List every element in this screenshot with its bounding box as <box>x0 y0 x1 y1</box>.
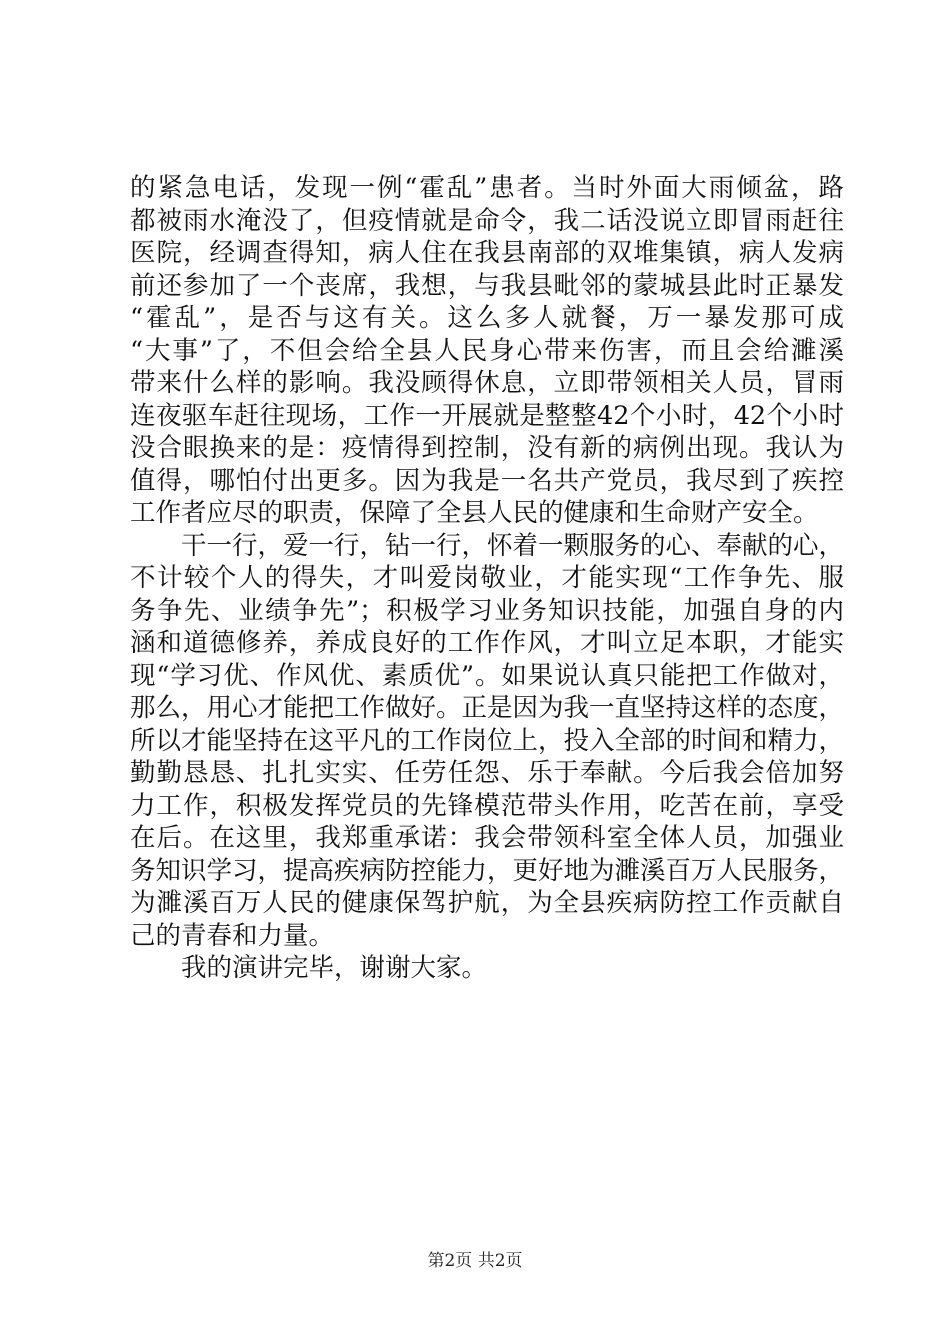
paragraph-3 <box>130 952 844 985</box>
text-line: “霍乱”，是否与这有关。这么多人就餐，万一暴发那可成 <box>130 303 844 333</box>
text-line: 己的青春和力量。 <box>130 920 335 951</box>
text-line: 在后。在这里，我郑重承诺：我会带领科室全体人员，加强业 <box>130 823 844 853</box>
text-line: “大事”了，不但会给全县人民身心带来伤害，而且会给濉溪 <box>130 335 844 366</box>
page-number-label: 第2页 共2页 <box>427 1251 523 1271</box>
document-body <box>130 172 844 985</box>
text-line: 我的演讲完毕，谢谢大家。 <box>181 953 488 983</box>
text-line: 的紧急电话，发现一例“霍乱”患者。当时外面大雨倾盆，路 <box>130 173 844 203</box>
text-line: 医院，经调查得知，病人住在我县南部的双堆集镇，病人发病 <box>130 238 844 268</box>
page-footer <box>0 1246 950 1271</box>
paragraph-2 <box>130 530 844 953</box>
paragraph-1 <box>130 172 844 530</box>
text-line: 都被雨水淹没了，但疫情就是命令，我二话没说立即冒雨赶往 <box>130 205 844 236</box>
text-line: 工作者应尽的职责，保障了全县人民的健康和生命财产安全。 <box>130 498 819 528</box>
text-line: 务知识学习，提高疾病防控能力，更好地为濉溪百万人民服务， <box>130 855 845 886</box>
text-line: 力工作，积极发挥党员的先锋模范带头作用，吃苦在前，享受 <box>130 790 844 821</box>
text-line: 现“学习优、作风优、素质优”。如果说认真只能把工作做对， <box>130 660 844 691</box>
text-line: 连夜驱车赶往现场，工作一开展就是整整42个小时，42个小时 <box>130 400 844 431</box>
text-line: 带来什么样的影响。我没顾得休息，立即带领相关人员，冒雨 <box>130 368 844 398</box>
text-line: 值得，哪怕付出更多。因为我是一名共产党员，我尽到了疾控 <box>130 465 844 496</box>
text-line: 不计较个人的得失，才叫爱岗敬业，才能实现“工作争先、服 <box>130 563 844 593</box>
text-line: 务争先、业绩争先”；积极学习业务知识技能，加强自身的内 <box>130 595 844 626</box>
text-line: 涵和道德修养，养成良好的工作作风，才叫立足本职，才能实 <box>130 628 844 658</box>
text-line: 为濉溪百万人民的健康保驾护航，为全县疾病防控工作贡献自 <box>130 888 844 918</box>
text-line: 那么，用心才能把工作做好。正是因为我一直坚持这样的态度， <box>130 693 845 723</box>
text-line: 干一行，爱一行，钻一行，怀着一颗服务的心、奉献的心， <box>181 530 845 561</box>
text-line: 没合眼换来的是：疫情得到控制，没有新的病例出现。我认为 <box>130 433 844 463</box>
text-line: 前还参加了一个丧席，我想，与我县毗邻的蒙城县此时正暴发 <box>130 270 844 301</box>
text-line: 所以才能坚持在这平凡的工作岗位上，投入全部的时间和精力， <box>130 725 845 756</box>
text-line: 勤勤恳恳、扎扎实实、任劳任怨、乐于奉献。今后我会倍加努 <box>130 758 844 788</box>
